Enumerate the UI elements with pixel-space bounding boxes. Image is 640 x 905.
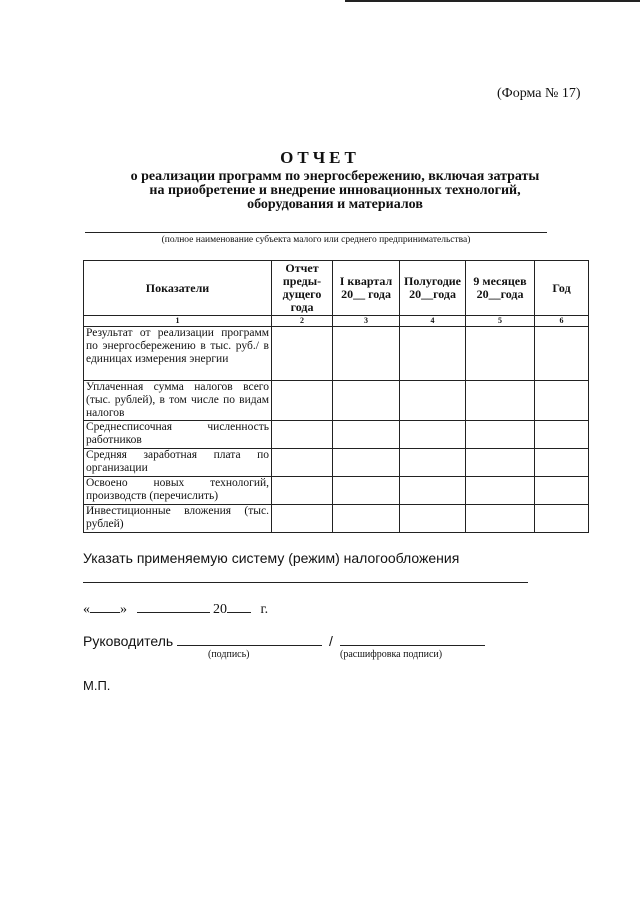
date-close-quote: » bbox=[120, 602, 127, 617]
document-subtitle bbox=[100, 170, 570, 212]
signature-separator: / bbox=[328, 633, 333, 649]
year-suffix: г. bbox=[260, 602, 269, 617]
date-row bbox=[83, 598, 268, 618]
value-cell[interactable] bbox=[400, 477, 466, 505]
value-cell[interactable] bbox=[333, 477, 400, 505]
column-number: 5 bbox=[466, 316, 535, 327]
value-cell[interactable] bbox=[272, 381, 333, 421]
row-indicator: Результат от реализации программ по энергосбережению в тыс. руб./ в единицах измерения энергии bbox=[84, 327, 272, 381]
value-cell[interactable] bbox=[333, 327, 400, 381]
stamp-place-label: М.П. bbox=[83, 678, 111, 693]
header-year: Год bbox=[535, 261, 589, 316]
month-field[interactable] bbox=[137, 598, 210, 613]
tax-system-field[interactable] bbox=[83, 582, 528, 583]
document-title: ОТЧЕТ bbox=[280, 148, 360, 167]
column-number-row bbox=[84, 316, 589, 327]
value-cell[interactable] bbox=[535, 381, 589, 421]
column-number: 6 bbox=[535, 316, 589, 327]
manager-label: Руководитель bbox=[83, 633, 174, 649]
tax-system-label: Указать применяемую систему (режим) налогообложения bbox=[83, 550, 460, 566]
value-cell[interactable] bbox=[466, 505, 535, 533]
value-cell[interactable] bbox=[400, 327, 466, 381]
value-cell[interactable] bbox=[272, 505, 333, 533]
value-cell[interactable] bbox=[535, 421, 589, 449]
row-indicator: Средняя заработная плата по организации bbox=[84, 449, 272, 477]
value-cell[interactable] bbox=[466, 449, 535, 477]
value-cell[interactable] bbox=[272, 421, 333, 449]
header-half-year: Полугодие 20__года bbox=[400, 261, 466, 316]
table-row bbox=[84, 477, 589, 505]
value-cell[interactable] bbox=[400, 449, 466, 477]
form-number: (Форма № 17) bbox=[497, 86, 581, 101]
table-row bbox=[84, 421, 589, 449]
year-prefix: 20 bbox=[213, 602, 227, 617]
table-header-row bbox=[84, 261, 589, 316]
subtitle-line: оборудования и материалов bbox=[247, 197, 423, 212]
value-cell[interactable] bbox=[535, 449, 589, 477]
indicators-table bbox=[83, 260, 589, 533]
table-row bbox=[84, 327, 589, 381]
value-cell[interactable] bbox=[333, 449, 400, 477]
value-cell[interactable] bbox=[466, 421, 535, 449]
value-cell[interactable] bbox=[400, 421, 466, 449]
value-cell[interactable] bbox=[535, 477, 589, 505]
value-cell[interactable] bbox=[272, 449, 333, 477]
value-cell[interactable] bbox=[535, 327, 589, 381]
table-row bbox=[84, 381, 589, 421]
value-cell[interactable] bbox=[400, 505, 466, 533]
column-number: 3 bbox=[333, 316, 400, 327]
row-indicator: Инвестиционные вложения (тыс. рублей) bbox=[84, 505, 272, 533]
value-cell[interactable] bbox=[535, 505, 589, 533]
column-number: 4 bbox=[400, 316, 466, 327]
manager-signature-row bbox=[83, 631, 485, 649]
column-number: 2 bbox=[272, 316, 333, 327]
subtitle-line: на приобретение и внедрение инновационных технологий, bbox=[149, 183, 521, 198]
organization-name-line[interactable] bbox=[85, 232, 547, 233]
organization-caption: (полное наименование субъекта малого или среднего предпринимательства) bbox=[161, 235, 471, 245]
top-border-line bbox=[345, 0, 640, 2]
header-indicators: Показатели bbox=[84, 261, 272, 316]
value-cell[interactable] bbox=[333, 421, 400, 449]
value-cell[interactable] bbox=[466, 381, 535, 421]
value-cell[interactable] bbox=[333, 505, 400, 533]
value-cell[interactable] bbox=[466, 477, 535, 505]
date-open-quote: « bbox=[83, 602, 90, 617]
value-cell[interactable] bbox=[272, 477, 333, 505]
name-decoding-field[interactable] bbox=[340, 631, 485, 646]
row-indicator: Уплаченная сумма налогов всего (тыс. рублей), в том числе по видам налогов bbox=[84, 381, 272, 421]
row-indicator: Освоено новых технологий, производств (перечислить) bbox=[84, 477, 272, 505]
name-decoding-caption: (расшифровка подписи) bbox=[340, 649, 443, 660]
column-number: 1 bbox=[84, 316, 272, 327]
value-cell[interactable] bbox=[400, 381, 466, 421]
signature-caption: (подпись) bbox=[208, 649, 250, 660]
value-cell[interactable] bbox=[272, 327, 333, 381]
signature-field[interactable] bbox=[177, 631, 322, 646]
header-previous-year: Отчет преды-дущего года bbox=[272, 261, 333, 316]
row-indicator: Среднесписочная численность работников bbox=[84, 421, 272, 449]
header-9-months: 9 месяцев 20__года bbox=[466, 261, 535, 316]
table-row bbox=[84, 505, 589, 533]
header-q1: I квартал 20__ года bbox=[333, 261, 400, 316]
value-cell[interactable] bbox=[466, 327, 535, 381]
year-field[interactable] bbox=[227, 598, 251, 613]
value-cell[interactable] bbox=[333, 381, 400, 421]
day-field[interactable] bbox=[90, 598, 120, 613]
subtitle-line: о реализации программ по энергосбережению, включая затраты bbox=[130, 169, 540, 184]
table-row bbox=[84, 449, 589, 477]
